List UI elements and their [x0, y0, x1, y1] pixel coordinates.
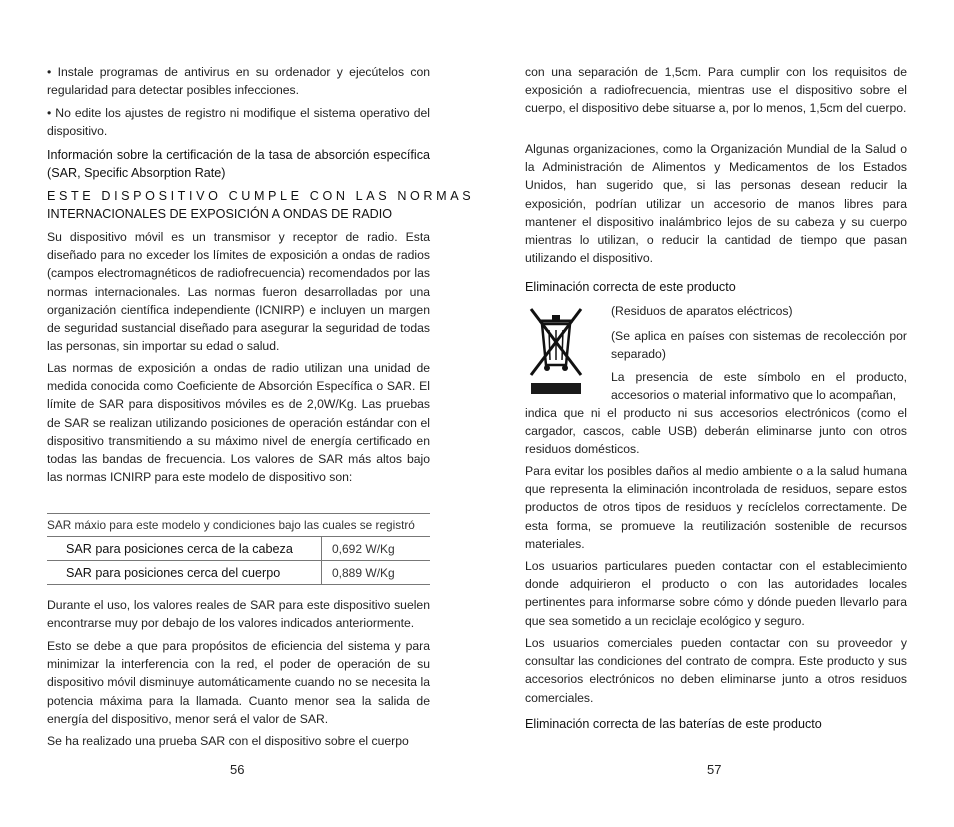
sar-table-row [47, 537, 430, 561]
weee-recycling-icon [525, 305, 587, 399]
paragraph-private-users: Los usuarios particulares pueden contactar con el establecimiento donde adquirieron el producto o con las autoridades locales pertinentes para informarse sobre cómo y dónde pueden llevarlo para que sea sometido a un reciclaje ecológico y seguro. [525, 559, 907, 628]
sar-row-label: SAR para posiciones cerca del cuerpo [66, 565, 281, 580]
paragraph-efficiency: Esto se debe a que para propósitos de eficiencia del sistema y para minimizar la interferencia con la red, el poder de operación de su dispositivo móvil disminuye automáticamente cuando no se necesita la potencia máxima para la llamada. Cuanto menor sea la salida de energía del dispositivo, menor será el valor de SAR. [47, 639, 430, 726]
paragraph-actual-values: Durante el uso, los valores reales de SAR para este dispositivo suelen encontrarse muy por debajo de los valores indicados anteriormente. [47, 598, 430, 631]
page-number-right: 57 [707, 762, 722, 777]
paragraph-body-test: Se ha realizado una prueba SAR con el dispositivo sobre el cuerpo [47, 734, 409, 748]
sar-table-caption: SAR máxio para este modelo y condiciones bajo las cuales se registró [47, 513, 430, 537]
bullet-registry: • No edite los ajustes de registro ni modifique el sistema operativo del dispositivo. [47, 106, 430, 139]
bullet-antivirus: • Instale programas de antivirus en su ordenador y ejecútelos con regularidad para detectar posibles infecciones. [47, 65, 430, 98]
disposal-heading: Eliminación correcta de este producto [525, 280, 736, 294]
paragraph-device-transmitter: Su dispositivo móvil es un transmisor y receptor de radio. Esta diseñado para no exceder los límites de exposición a ondas de radios (campos electromagnéticos de radiofrecuencia) recomendados por las normas internacionales. Las normas fueron desarrolladas por una organización científica independiente (ICNIRP) e incluyen un margen de seguridad sustancial diseñado para asegurar la seguridad de todas las personas, sin importar su edad o salud. [47, 230, 430, 354]
paragraph-organizations: Algunas organizaciones, como la Organización Mundial de la Salud o la Administración de Alimentos y Medicamentos de los Estados Unidos, han sugerido que, si las personas desean reducir la exposición, podrían utilizar un accesorio de manos libres para mantener el dispositivo inalámbrico lejos de su cabeza y su cuerpo mientras lo utilizan, o reducir la cantidad de tiempo que pasan utilizando el dispositivo. [525, 142, 907, 266]
weee-line-presence: La presencia de este símbolo en el producto, accesorios o material informativo que lo acompañan, [611, 370, 907, 403]
sar-heading: Información sobre la certificación de la tasa de absorción específica (SAR, Specific Absorption Rate) [47, 148, 430, 181]
right-page [525, 0, 907, 827]
sar-row-value: 0,692 W/Kg [321, 537, 430, 560]
compliance-heading-line1: ESTE DISPOSITIVO CUMPLE CON LAS NORMAS [47, 189, 475, 203]
weee-line-indicates: indica que ni el producto ni sus accesorios electrónicos (como el cargador, cascos, cable USB) deberán eliminarse junto con otros residuos domésticos. [525, 406, 907, 457]
paragraph-sar-norms: Las normas de exposición a ondas de radio utilizan una unidad de medida conocida como Coeficiente de Absorción Específica o SAR. El límite de SAR para dispositivos móviles es de 2,0W/Kg. Las pruebas de SAR se realizan utilizando posiciones de operación estándar con el dispositivo transmitiendo a su máximo nivel de energía certificado en todas las bandas de frecuencia. Los valores de SAR más altos bajo las normas ICNIRP para este modelo de dispositivo son: [47, 361, 430, 485]
compliance-heading-line2: INTERNACIONALES DE EXPOSICIÓN A ONDAS DE RADIO [47, 207, 393, 221]
left-page [47, 0, 475, 827]
paragraph-commercial-users: Los usuarios comerciales pueden contactar con su proveedor y consultar las condiciones del contrato de compra. Este producto y sus accesorios electrónicos no deben eliminarse junto a otros residuos comerciales. [525, 636, 907, 705]
sar-table [47, 513, 430, 585]
paragraph-environment: Para evitar los posibles daños al medio ambiente o a la salud humana que representa la eliminación incontrolada de residuos, separe estos productos de otros tipos de residuos y recíclelos correctamente. De esta forma, se promueve la reutilización sostenible de recursos materiales. [525, 464, 907, 551]
sar-row-value: 0,889 W/Kg [321, 561, 430, 584]
sar-table-row [47, 561, 430, 585]
page-number-left: 56 [230, 762, 245, 777]
sar-row-label: SAR para posiciones cerca de la cabeza [66, 541, 293, 556]
weee-line-residuos: (Residuos de aparatos eléctricos) [611, 304, 793, 318]
battery-disposal-heading: Eliminación correcta de las baterías de este producto [525, 717, 822, 731]
paragraph-separation: con una separación de 1,5cm. Para cumplir con los requisitos de exposición a radiofrecuencia, mientras use el dispositivo sobre el cuerpo, el dispositivo debe situarse a, por lo menos, 1,5cm del cuerpo. [525, 65, 907, 116]
weee-line-applies: (Se aplica en países con sistemas de recolección por separado) [611, 329, 907, 362]
